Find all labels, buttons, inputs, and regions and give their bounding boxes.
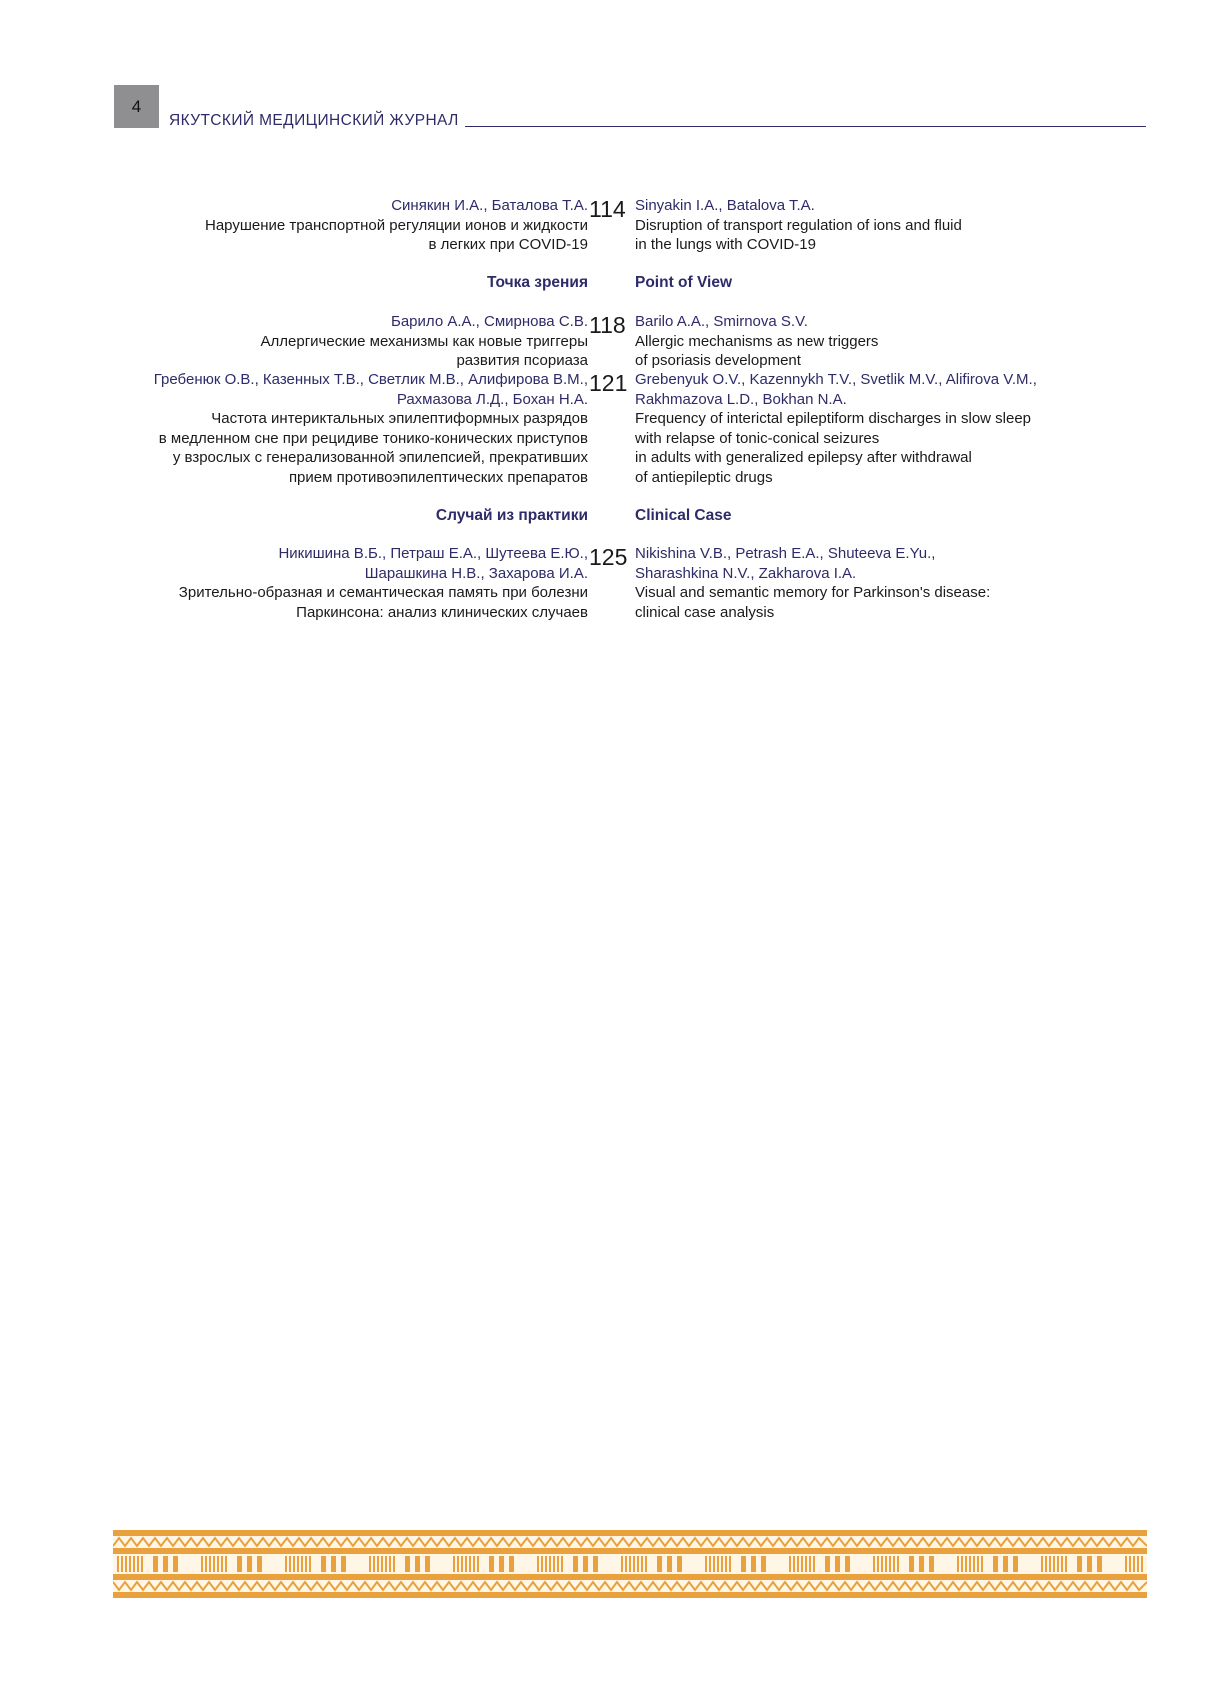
ornament-bar [285,1556,287,1572]
ornament-bar [637,1556,639,1572]
toc-entry-ru [68,370,588,487]
ornament-bar [713,1556,715,1572]
ornament-bar [549,1556,551,1572]
ornament-bar [809,1556,811,1572]
ornament-bar [213,1556,215,1572]
ornament-bar [993,1556,998,1572]
ornament-bar [1045,1556,1047,1572]
ornament-bar [751,1556,756,1572]
ornament-bar [457,1556,459,1572]
ornament-bar [297,1556,299,1572]
ornament-bar [897,1556,899,1572]
ornament-bar [835,1556,840,1572]
ornament-bar [557,1556,559,1572]
ornament-bar [121,1556,123,1572]
ornament-bar [205,1556,207,1572]
ornament-bar [881,1556,883,1572]
ornament-bar [473,1556,475,1572]
ornament-bar [825,1556,830,1572]
ornament-bar [797,1556,799,1572]
ornament-bar [705,1556,707,1572]
ornament-bar [877,1556,879,1572]
ornament-bar [225,1556,227,1572]
ornament-bar [969,1556,971,1572]
journal-title: ЯКУТСКИЙ МЕДИЦИНСКИЙ ЖУРНАЛ [169,112,459,129]
ornament-bar [625,1556,627,1572]
ornament-bar [919,1556,924,1572]
en-title-line: clinical case analysis [635,603,775,621]
ornament-bar [465,1556,467,1572]
en-title-line: in the lungs with COVID-19 [635,236,816,253]
ornament-bar [541,1556,543,1572]
section-heading-ru: Случай из практики [435,507,588,524]
ru-title-line: прием противоэпилептических препаратов [288,468,588,486]
ornament-bar [793,1556,795,1572]
en-authors: Barilo A.A., Smirnova S.V. [635,313,808,330]
ru-authors: Синякин И.А., Баталова Т.А. [391,197,588,214]
ornament-bar [331,1556,336,1572]
page-number-ref: 114 [589,196,626,222]
ornament-bar [389,1556,391,1572]
ornament-bar [1129,1556,1131,1572]
toc-entry-en [635,544,1155,622]
ornament-bar [381,1556,383,1572]
ornament-bar [889,1556,891,1572]
ru-title-line: у взрослых с генерализованной эпилепсией, прекративших [172,449,588,466]
ornament-bar [667,1556,672,1572]
ornament-bar [573,1556,578,1572]
en-title-line: Allergic mechanisms as new triggers [635,332,879,350]
ornament-bar [321,1556,326,1572]
ornament-bar [461,1556,463,1572]
ru-title-line: Паркинсона: анализ клинических случаев [296,603,588,621]
page-number-ref: 121 [589,370,628,396]
ornament-bar [117,1556,119,1572]
ornament-bar [645,1556,647,1572]
ornament-bar [247,1556,252,1572]
ornament-bar [885,1556,887,1572]
ru-authors: Барило А.А., Смирнова С.В. [391,313,588,330]
en-title-line: with relapse of tonic-conical seizures [635,429,880,447]
ornament-bar [629,1556,631,1572]
ornament-bar [221,1556,223,1572]
toc-entry-ru [68,312,588,371]
ornament-bar [977,1556,979,1572]
ornament-bar [289,1556,291,1572]
ornament-bar [805,1556,807,1572]
ornament-bar [583,1556,588,1572]
en-title-line: in adults with generalized epilepsy after withdrawal [635,449,972,466]
ru-title-line: развития псориаза [456,352,588,369]
ornament-bar [369,1556,371,1572]
ornament-bar [717,1556,719,1572]
ornament-bar [929,1556,934,1572]
ornament-bar [469,1556,471,1572]
ornament-bar [1057,1556,1059,1572]
ornament-bar [721,1556,723,1572]
ornament-bar [309,1556,311,1572]
ornament-bar [845,1556,850,1572]
toc-entry-en [635,370,1155,487]
en-authors-line: Nikishina V.B., Petrash E.A., Shuteeva E.Yu., [635,545,936,562]
ornament-bar [1041,1556,1043,1572]
ornament-bar [593,1556,598,1572]
ornament-bar [709,1556,711,1572]
ornament-bar [633,1556,635,1572]
en-title-line: of antiepileptic drugs [635,468,773,486]
en-title-line: Frequency of interictal epileptiform discharges in slow sleep [635,410,1032,427]
ornament-bar [965,1556,967,1572]
section-heading-en: Point of View [635,274,733,291]
ru-authors-line: Никишина В.Б., Петраш Е.А., Шутеева Е.Ю., [278,545,588,562]
ornament-bar [129,1556,131,1572]
ornament-bar [1065,1556,1067,1572]
ornament-bar [133,1556,135,1572]
ornament-bar [1125,1556,1127,1572]
ornament-bar [961,1556,963,1572]
ornament-bar [973,1556,975,1572]
ornament-bar [729,1556,731,1572]
ornament-bar [981,1556,983,1572]
ornament-bar [425,1556,430,1572]
ru-authors-line: Шарашкина Н.В., Захарова И.А. [364,564,588,582]
ornament-bar [405,1556,410,1572]
section-heading-ru: Точка зрения [487,274,588,291]
ornament-bar [163,1556,168,1572]
ornament-bar [393,1556,395,1572]
en-title-line: of psoriasis development [635,352,801,369]
ornament-bar [761,1556,766,1572]
page-number: 4 [114,85,159,128]
ornament-bar [509,1556,514,1572]
en-authors: Sinyakin I.A., Batalova T.A. [635,197,815,214]
ornament-bar [801,1556,803,1572]
ornament-bar [725,1556,727,1572]
ornament-bar [873,1556,875,1572]
ornament-bar [301,1556,303,1572]
ru-title-line: Нарушение транспортной регуляции ионов и жидкости [205,216,588,234]
ornament-bar [657,1556,662,1572]
ornament-bar [1077,1556,1082,1572]
section-heading-en: Clinical Case [635,507,732,524]
ornament-bar [137,1556,139,1572]
ornament-bar [537,1556,539,1572]
toc-entry-en [635,196,1155,255]
ornament-bar [141,1556,143,1572]
ornament-bar [489,1556,494,1572]
ru-title-line: в легких при COVID-19 [428,236,588,253]
en-title-line: Disruption of transport regulation of ions and fluid [635,216,962,234]
ru-title-line: в медленном сне при рецидиве тонико-конических приступов [158,429,588,447]
en-authors-line: Grebenyuk O.V., Kazennykh T.V., Svetlik M.V., Alifirova V.M., [635,371,1037,388]
ornament-bar [1097,1556,1102,1572]
page-number-ref: 125 [589,544,628,570]
ornament-bar [545,1556,547,1572]
ornament-bar [957,1556,959,1572]
en-title-line: Visual and semantic memory for Parkinson's disease: [635,584,991,601]
page-number-ref: 118 [589,312,626,338]
ornament-bar [1053,1556,1055,1572]
ornament-bar [173,1556,178,1572]
ornament-bar [477,1556,479,1572]
ornament-bar [893,1556,895,1572]
ornament-border [113,1530,1147,1598]
ornament-bar [153,1556,158,1572]
ornament-bar [561,1556,563,1572]
ornament-bar [1087,1556,1092,1572]
ornament-bar [305,1556,307,1572]
ornament-bar [373,1556,375,1572]
ru-title-line: Аллергические механизмы как новые триггеры [260,332,588,350]
ornament-bar [677,1556,682,1572]
ornament-bar [621,1556,623,1572]
en-authors-line: Rakhmazova L.D., Bokhan N.A. [635,390,847,408]
en-authors-line: Sharashkina N.V., Zakharova I.A. [635,564,857,582]
toc-entry-ru [68,544,588,622]
ru-authors-line: Гребенюк О.В., Казенных Т.В., Светлик М.В., Алифирова В.М., [153,371,588,388]
ornament-bar [499,1556,504,1572]
ornament-bar [1061,1556,1063,1572]
toc-entry-ru [68,196,588,255]
ru-authors-line: Рахмазова Л.Д., Бохан Н.А. [396,390,588,408]
ornament-bar [909,1556,914,1572]
ornament-bar [415,1556,420,1572]
ornament-bar [237,1556,242,1572]
ornament-bar [217,1556,219,1572]
header-rule [465,126,1146,127]
ornament-bar [341,1556,346,1572]
ru-title-line: Частота интериктальных эпилептиформных разрядов [211,410,588,427]
ornament-bar [125,1556,127,1572]
ornament-bar [1003,1556,1008,1572]
ornament-bar [293,1556,295,1572]
ornament-bar [1133,1556,1135,1572]
ornament-bar [453,1556,455,1572]
ornament-bar [641,1556,643,1572]
ornament-bar [201,1556,203,1572]
ornament-bar [257,1556,262,1572]
ornament-bar [1141,1556,1143,1572]
ornament-bar [813,1556,815,1572]
toc-entry-en [635,312,1155,371]
ornament-bar [209,1556,211,1572]
ornament-bar [385,1556,387,1572]
ornament-bar [377,1556,379,1572]
ornament-bar [1013,1556,1018,1572]
ornament-bar [553,1556,555,1572]
ornament-bar [741,1556,746,1572]
ornament-bar [1137,1556,1139,1572]
ornament-bar [789,1556,791,1572]
ornament-bar [1049,1556,1051,1572]
ru-title-line: Зрительно-образная и семантическая память при болезни [178,584,588,601]
